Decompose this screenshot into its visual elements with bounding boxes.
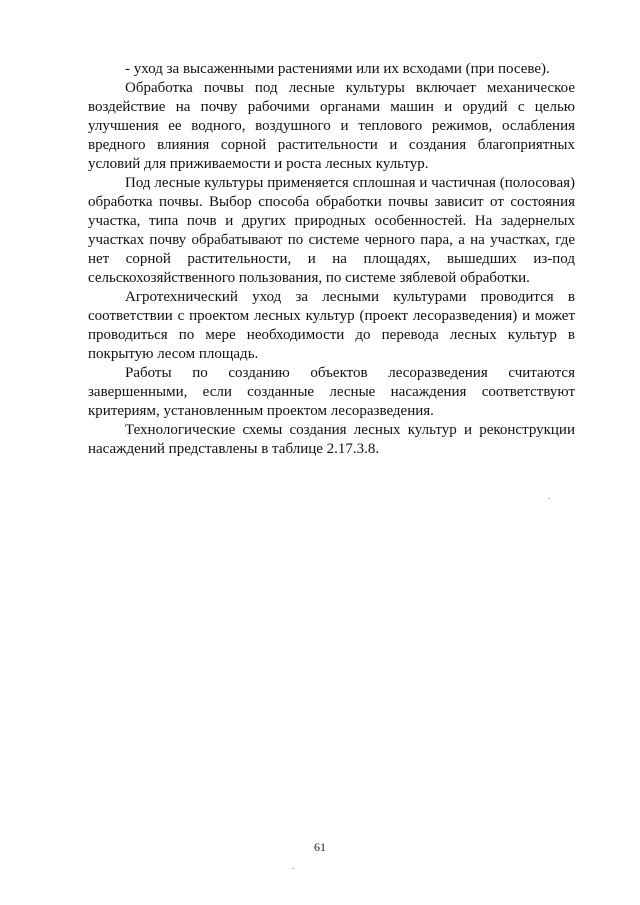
scan-speck bbox=[292, 868, 294, 869]
paragraph-soil-treatment: Обработка почвы под лесные культуры включает механическое воздействие на почву рабочими органами машин и орудий с целью улучшения ее водного, воздушного и теплового режимов, ослабления вредного влияния сорной растительности и создания благоприятных условий для приживаемости и роста лесных культур. bbox=[88, 80, 575, 172]
paragraph-technological-schemes: Технологические схемы создания лесных культур и реконструкции насаждений представлены в таблице 2.17.3.8. bbox=[88, 422, 575, 457]
paragraph-works-completion: Работы по созданию объектов лесоразведения считаются завершенными, если созданные лесные насаждения соответствуют критериям, установленным проектом лесоразведения. bbox=[88, 365, 575, 419]
scan-speck bbox=[548, 498, 550, 499]
page-number: 61 bbox=[314, 840, 326, 854]
paragraph-treatment-methods: Под лесные культуры применяется сплошная и частичная (полосовая) обработка почвы. Выбор способа обработки почвы зависит от состояния участка, типа почв и других природных особенностей. На задернелых участках почву обрабатывают по системе черного пара, а на участках, где нет сорной растительности, и на площадях, вышедших из-под сельскохозяйственного пользования, по системе зяблевой обработки. bbox=[88, 175, 575, 286]
body-text bbox=[88, 60, 575, 459]
paragraph-care-item: - уход за высаженными растениями или их всходами (при посеве). bbox=[125, 61, 550, 77]
paragraph-agrotechnical-care: Агротехнический уход за лесными культурами проводится в соответствии с проектом лесных культур (проект лесоразведения) и может проводиться по мере необходимости до перевода лесных культур в покрытую лесом площадь. bbox=[88, 289, 575, 362]
